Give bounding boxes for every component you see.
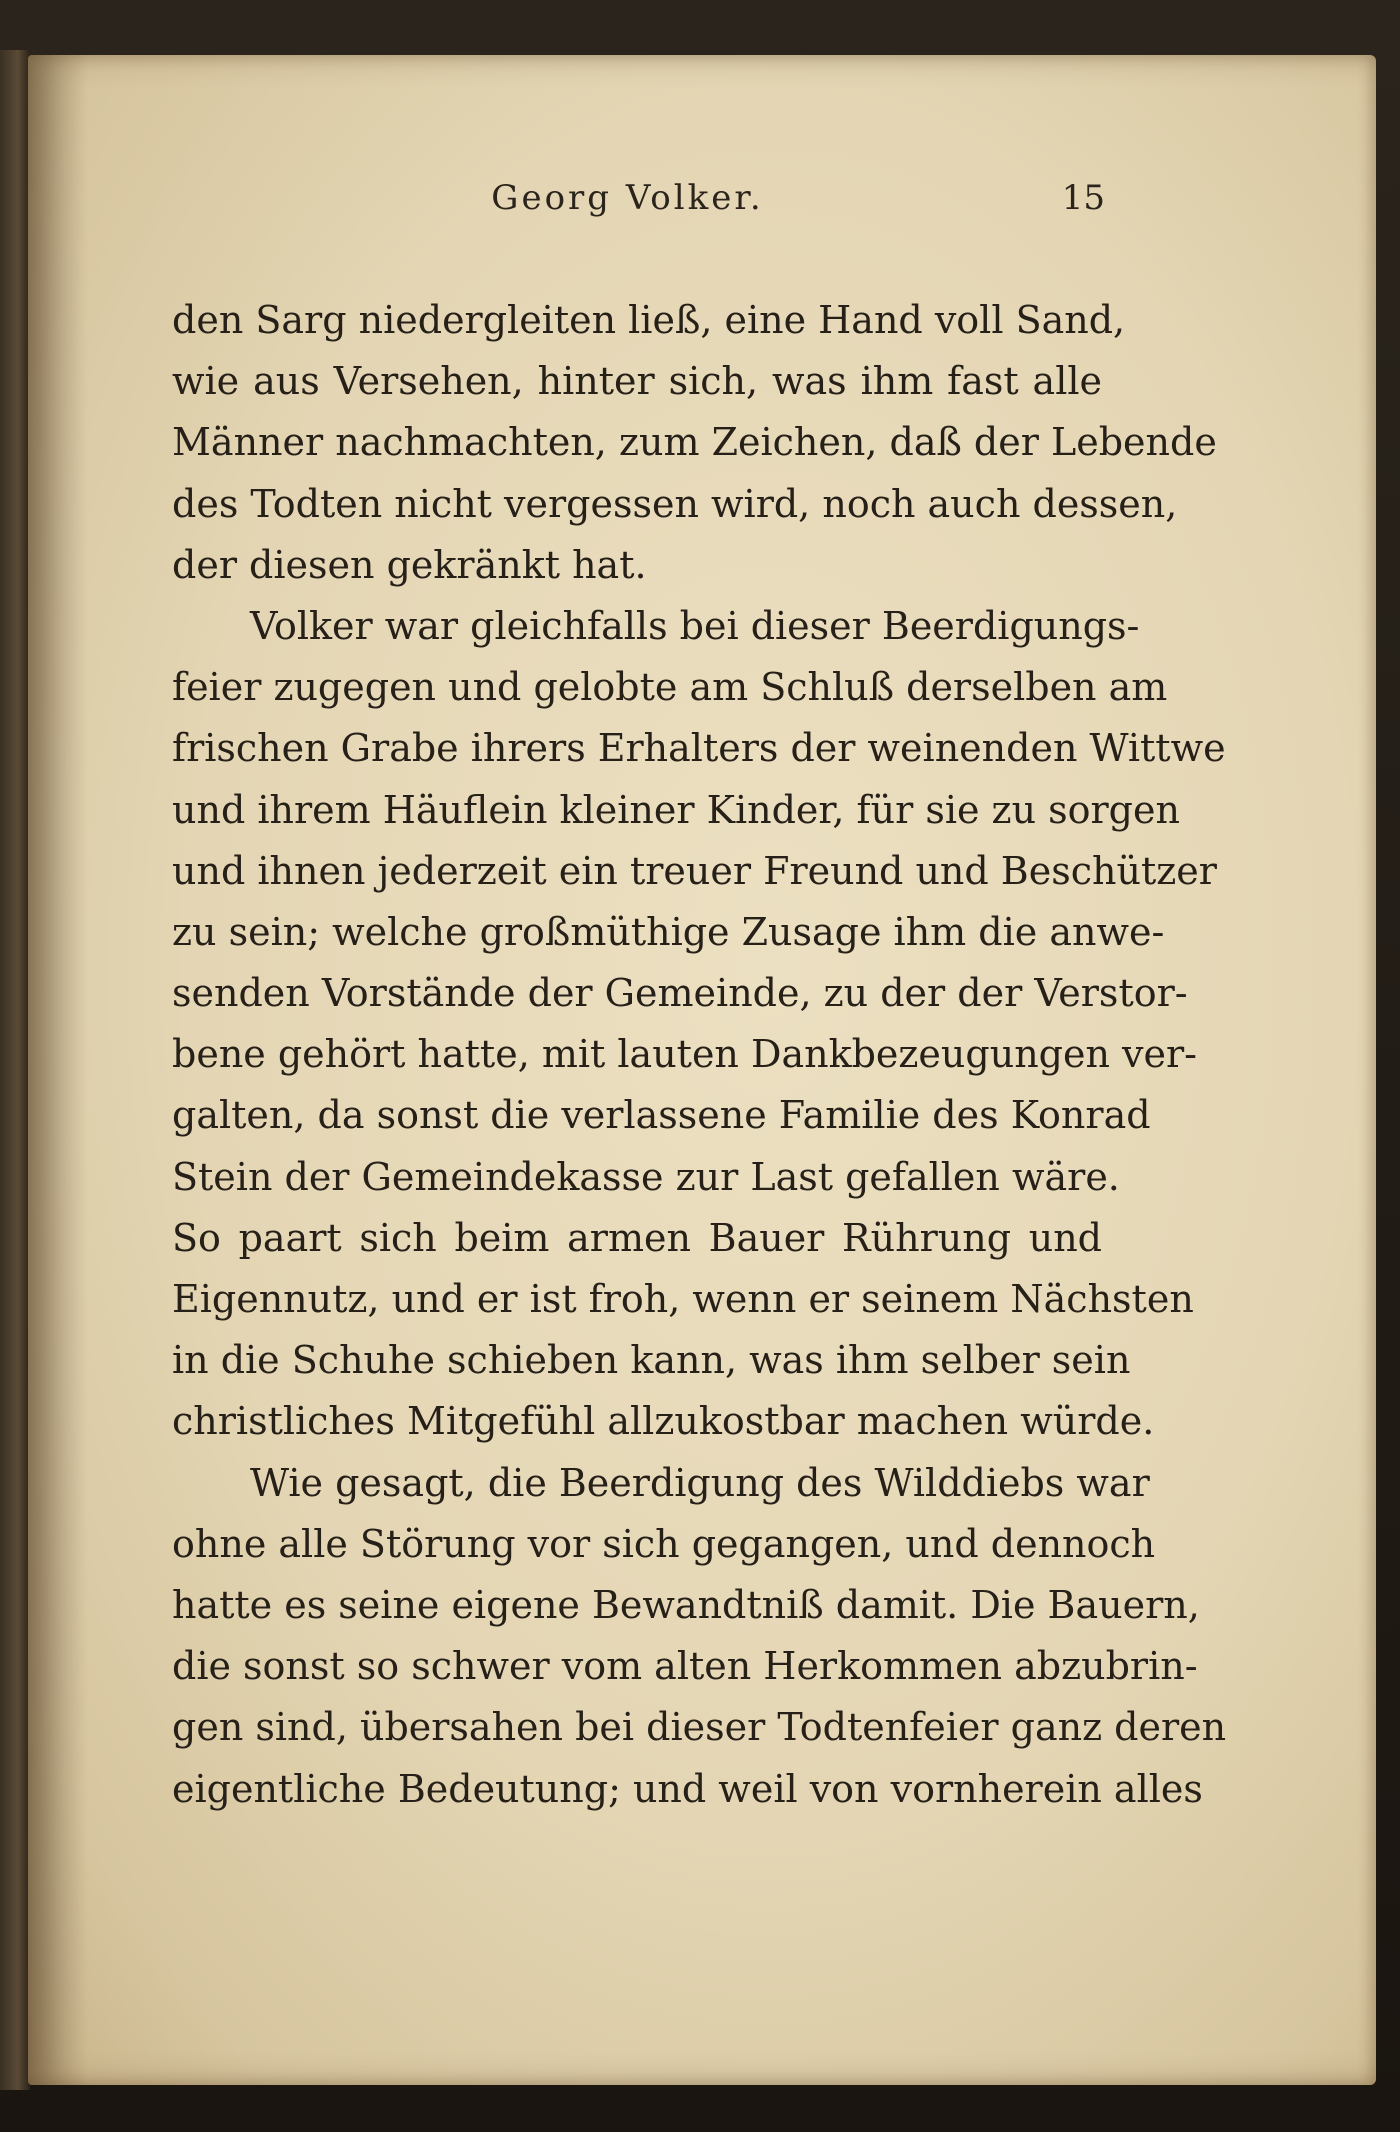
text-line: zu sein; welche großmüthige Zusage ihm die anwe-: [172, 909, 1165, 954]
text-line: und ihnen jederzeit ein treuer Freund und Beschützer: [172, 848, 1217, 893]
text-line: Eigennutz, und er ist froh, wenn er seinem Nächsten: [172, 1277, 1194, 1321]
text-line: So paart sich beim armen Bauer Rührung und: [172, 1215, 1102, 1260]
text-line: hatte es seine eigene Bewandtniß damit. Die Bauern,: [172, 1582, 1200, 1627]
text-line: galten, da sonst die verlassene Familie des Konrad: [172, 1093, 1151, 1138]
book-spine: [0, 50, 30, 2090]
text-line: in die Schuhe schieben kann, was ihm selber sein: [172, 1338, 1131, 1383]
text-line: wie aus Versehen, hinter sich, was ihm fast alle: [172, 359, 1102, 404]
text-line: gen sind, übersahen bei dieser Todtenfeier ganz deren: [172, 1705, 1227, 1750]
running-title: Georg Volker.: [491, 178, 764, 218]
text-line: christliches Mitgefühl allzukostbar machen würde.: [172, 1399, 1155, 1444]
text-line: Männer nachmachten, zum Zeichen, daß der Lebende: [172, 420, 1217, 465]
text-line: Volker war gleichfalls bei dieser Beerdigungs-: [250, 603, 1140, 648]
page-number: 15: [1061, 178, 1105, 218]
text-line: feier zugegen und gelobte am Schluß derselben am: [172, 665, 1168, 710]
text-line: frischen Grabe ihrers Erhalters der weinenden Wittwe: [172, 726, 1226, 771]
text-line: bene gehört hatte, mit lauten Dankbezeugungen ver-: [172, 1032, 1197, 1077]
text-line: Stein der Gemeindekasse zur Last gefallen wäre.: [172, 1154, 1120, 1199]
text-line: des Todten nicht vergessen wird, noch auch dessen,: [172, 481, 1178, 526]
text-line: eigentliche Bedeutung; und weil von vornherein alles: [172, 1766, 1203, 1811]
text-line: und ihrem Häuflein kleiner Kinder, für sie zu sorgen: [172, 787, 1180, 832]
page-header: [150, 178, 1105, 238]
text-line: die sonst so schwer vom alten Herkommen abzubrin-: [172, 1644, 1198, 1689]
text-line: Wie gesagt, die Beerdigung des Wilddiebs war: [250, 1460, 1150, 1505]
text-line: ohne alle Störung vor sich gegangen, und dennoch: [172, 1521, 1156, 1566]
gutter-shadow: [28, 55, 88, 2085]
text-line: den Sarg niedergleiten ließ, eine Hand voll Sand,: [172, 298, 1126, 342]
text-line: senden Vorstände der Gemeinde, zu der der Verstor-: [172, 971, 1188, 1016]
text-line: der diesen gekränkt hat.: [172, 542, 647, 587]
body-text: [172, 290, 1227, 1820]
